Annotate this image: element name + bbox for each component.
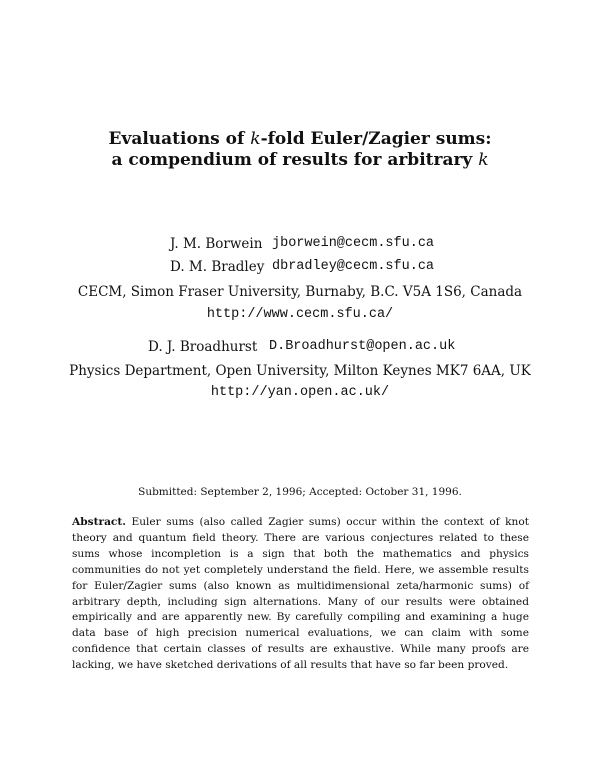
author-bradley bbox=[170, 259, 434, 275]
title-k-variable-2: k bbox=[478, 150, 489, 170]
author-email[interactable]: dbradley@cecm.sfu.ca bbox=[272, 259, 435, 274]
abstract-text: Euler sums (also called Zagier sums) occur within the context of knot theory and quantum field theory. There are various conjectures related to these sums whose incompletion is a sign that both the mathematics and physics communities do not yet completely understand the field. Here, we assemble results for Euler/Zagier sums (also known as multidimensional zeta/harmonic sums) of arbitrary depth, including sign alternations. Many of our results were obtained empirically and are apparently new. By carefully compiling and examining a huge data base of high precision numerical evaluations, we can claim with some confidence that certain classes of results are exhaustive. While many proofs are lacking, we have sketched derivations of all results that have so far been proved. bbox=[72, 516, 529, 672]
title-k-variable: k bbox=[250, 129, 261, 149]
author-broadhurst bbox=[148, 339, 455, 355]
affiliation-open-university: Physics Department, Open University, Milton Keynes MK7 6AA, UK bbox=[69, 363, 531, 379]
affiliation-url-cecm[interactable]: http://www.cecm.sfu.ca/ bbox=[206, 307, 394, 322]
author-name: D. M. Bradley bbox=[170, 259, 265, 275]
title-line-2 bbox=[0, 150, 600, 171]
title-line-1-end: -fold Euler/Zagier sums: bbox=[260, 129, 492, 149]
affiliation-url-open-university[interactable]: http://yan.open.ac.uk/ bbox=[210, 385, 390, 400]
author-name: J. M. Borwein bbox=[170, 236, 263, 252]
author-email[interactable]: D.Broadhurst@open.ac.uk bbox=[269, 339, 456, 354]
title-line-2-start: a compendium of results for arbitrary bbox=[111, 150, 479, 170]
title-line-1-start: Evaluations of bbox=[108, 129, 251, 149]
author-email[interactable]: jborwein@cecm.sfu.ca bbox=[272, 236, 435, 251]
abstract bbox=[72, 515, 529, 674]
title-line-1 bbox=[0, 129, 600, 150]
author-name: D. J. Broadhurst bbox=[148, 339, 258, 355]
affiliation-cecm: CECM, Simon Fraser University, Burnaby, B.C. V5A 1S6, Canada bbox=[77, 284, 523, 300]
author-borwein bbox=[170, 236, 434, 252]
abstract-label: Abstract. bbox=[72, 516, 126, 528]
submission-dates: Submitted: September 2, 1996; Accepted: October 31, 1996. bbox=[138, 486, 462, 498]
